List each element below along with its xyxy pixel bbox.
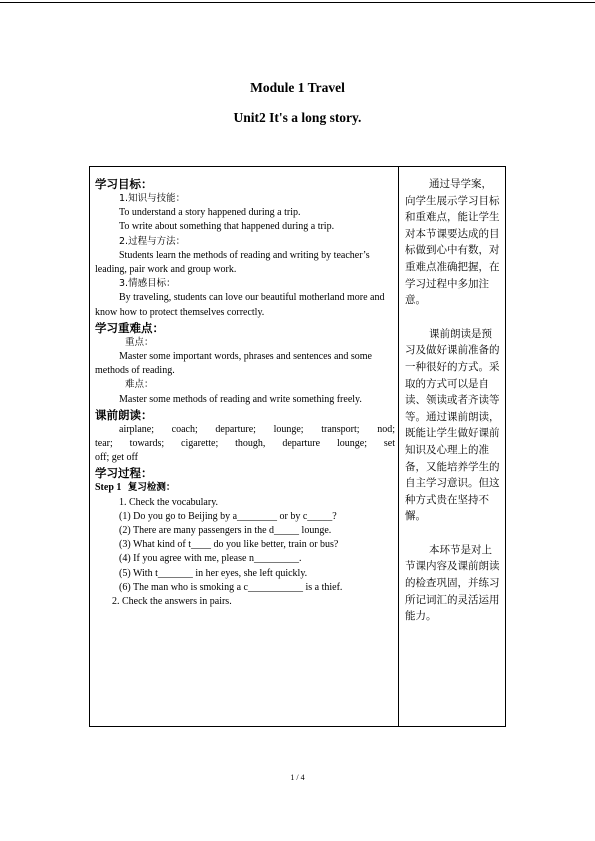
objectives-heading: 学习目标： bbox=[95, 177, 153, 191]
top-rule bbox=[0, 2, 595, 3]
design-note-pre-reading: 课前朗读是预习及做好课前准备的一种很好的方式。采取的方式可以是自读、领读或者齐读等等。通过课前朗读，既能让学生做好课前知识及心理上的准备，又能培养学生的自主学习意识。但这种方式贵在坚持不懈。 bbox=[405, 327, 500, 523]
emotion-goal-label: 3.情感目标： bbox=[119, 278, 176, 290]
knowledge-line-2: To write about something that happened during a trip. bbox=[119, 221, 335, 233]
column-divider bbox=[398, 166, 399, 727]
emotion-goal-text: By traveling, students can love our beautiful motherland more and know how to protect themselves correctly. bbox=[95, 292, 385, 318]
step1-heading bbox=[95, 481, 395, 495]
key-point-label: 重点： bbox=[125, 336, 154, 348]
knowledge-line-1: To understand a story happened during a trip. bbox=[119, 207, 301, 219]
question-4: (4) If you agree with me, please n_________. bbox=[119, 553, 302, 565]
key-point-text: Master some important words, phrases and sentences and some methods of reading. bbox=[95, 351, 372, 377]
unit-title: Unit2 It's a long story. bbox=[233, 110, 362, 125]
difficult-point-label: 难点： bbox=[125, 379, 154, 391]
pre-reading-words-1: airplane; coach; departure; lounge; transport; nod; bbox=[119, 423, 395, 435]
process-method-label: 2.过程与方法： bbox=[119, 235, 186, 247]
learning-process-heading: 学习过程： bbox=[95, 466, 153, 481]
module-title: Module 1 Travel bbox=[250, 80, 345, 95]
question-6: (6) The man who is smoking a c___________ is a thief. bbox=[119, 581, 343, 593]
pre-reading-words-2: tear; towards; cigarette; though, departure lounge; set bbox=[95, 438, 395, 450]
pre-reading-heading: 课前朗读： bbox=[95, 407, 153, 422]
key-points-heading: 学习重难点： bbox=[95, 320, 164, 335]
difficult-point-text: Master some methods of reading and write something freely. bbox=[119, 393, 362, 405]
design-note-review: 本环节是对上节课内容及课前朗读的检查巩固，并练习所记词汇的灵活运用能力。 bbox=[405, 543, 500, 623]
page-number: 1 / 4 bbox=[290, 773, 305, 782]
design-note-objectives: 通过导学案，向学生展示学习目标和重难点，能让学生对本节课要达成的目标做到心中有数，对重难点准确把握，在学习过程中多加注意。 bbox=[405, 178, 500, 307]
check-in-pairs: 2. Check the answers in pairs. bbox=[112, 596, 232, 608]
question-1: (1) Do you go to Beijing by a________ or by c_____? bbox=[119, 510, 337, 522]
lesson-content-column bbox=[95, 176, 395, 609]
question-3: (3) What kind of t____ do you like better, train or bus? bbox=[119, 539, 339, 551]
step1-title: 复习检测： bbox=[127, 482, 176, 494]
question-5: (5) With t_______ in her eyes, she left quickly. bbox=[119, 567, 308, 579]
step1-label: Step 1 bbox=[95, 482, 122, 494]
question-2: (2) There are many passengers in the d_____ lounge. bbox=[119, 525, 332, 537]
design-notes-column bbox=[405, 176, 501, 625]
knowledge-label: 1.知识与技能： bbox=[119, 193, 186, 204]
pre-reading-words-3: off; get off bbox=[95, 452, 138, 464]
process-method-text: Students learn the methods of reading and writing by teacher’s leading, pair work and group work. bbox=[95, 249, 370, 276]
check-vocabulary: 1. Check the vocabulary. bbox=[119, 496, 219, 508]
